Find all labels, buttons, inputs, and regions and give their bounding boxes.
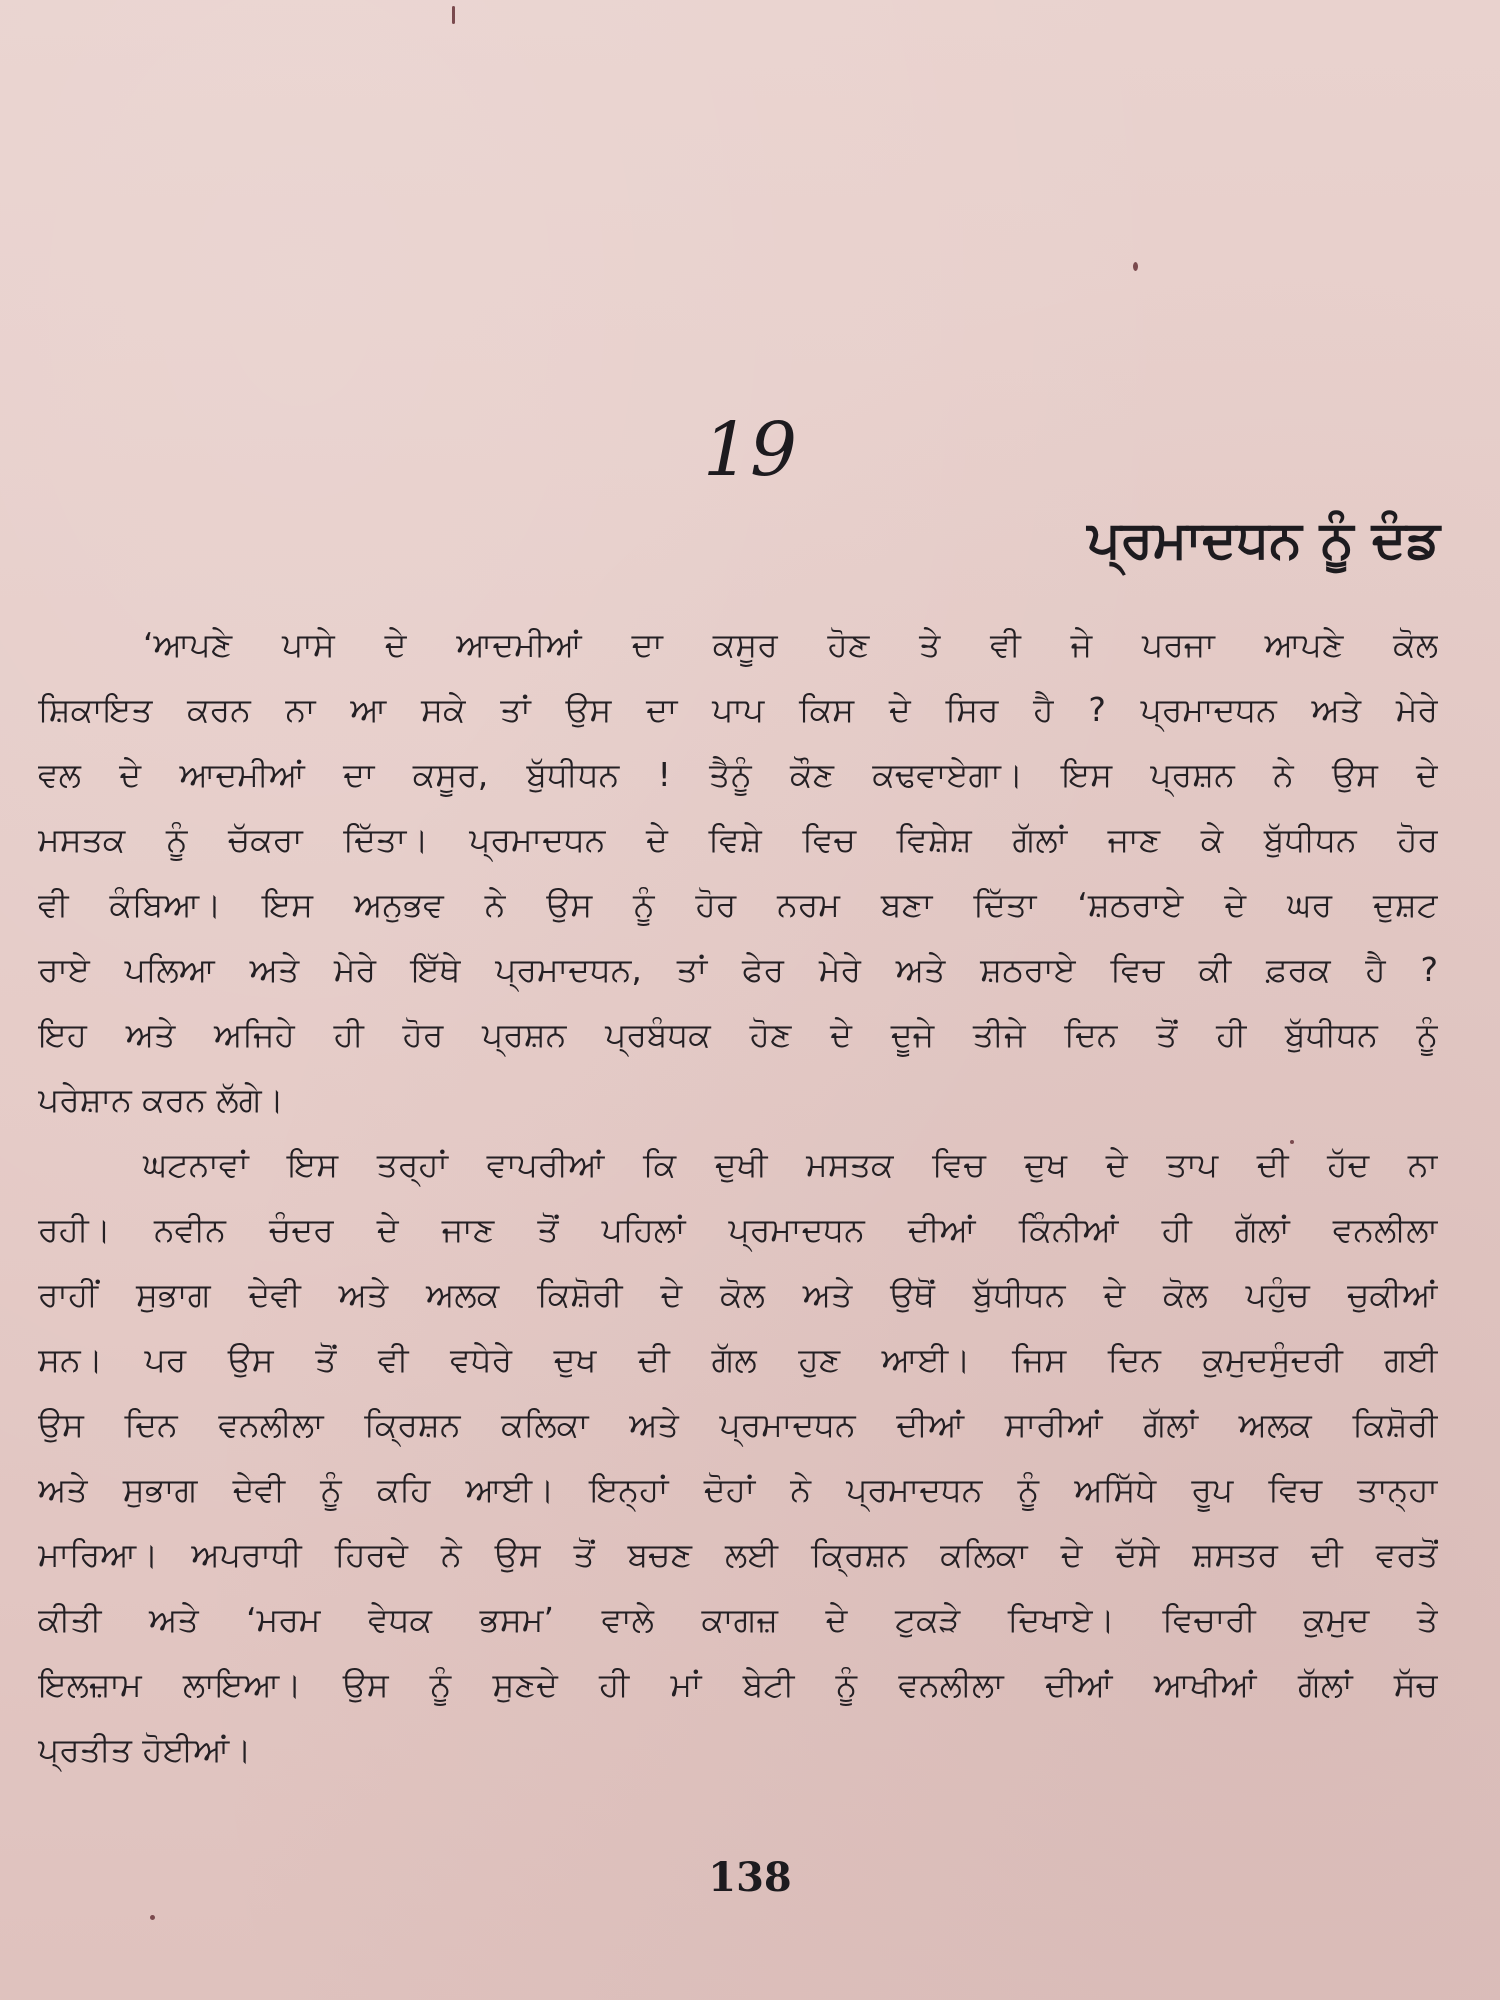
text-line: ਰਹੀ। ਨਵੀਨ ਚੰਦਰ ਦੇ ਜਾਣ ਤੋਂ ਪਹਿਲਾਂ ਪ੍ਰਮਾਦਧਨ ਦੀਆਂ ਕਿੰਨੀਆਂ ਹੀ ਗੱਲਾਂ ਵਨਲੀਲਾ	[38, 1210, 1438, 1249]
text-line: ਪ੍ਰਤੀਤ ਹੋਈਆਂ।	[38, 1730, 252, 1769]
text-line: ਪਰੇਸ਼ਾਨ ਕਰਨ ਲੱਗੇ।	[38, 1080, 284, 1119]
text-line: ਮਸਤਕ ਨੂੰ ਚੱਕਰਾ ਦਿੱਤਾ। ਪ੍ਰਮਾਦਧਨ ਦੇ ਵਿਸ਼ੇ ਵਿਚ ਵਿਸ਼ੇਸ਼ ਗੱਲਾਂ ਜਾਣ ਕੇ ਬੁੱਧੀਧਨ ਹੋਰ	[38, 820, 1438, 859]
text-line: ਅਤੇ ਸੁਭਾਗ ਦੇਵੀ ਨੂੰ ਕਹਿ ਆਈ। ਇਨ੍ਹਾਂ ਦੋਹਾਂ ਨੇ ਪ੍ਰਮਾਦਧਨ ਨੂੰ ਅਸਿੱਧੇ ਰੂਪ ਵਿਚ ਤਾਨ੍ਹਾ	[38, 1470, 1438, 1509]
ink-speck	[452, 6, 455, 24]
text-line: ਮਾਰਿਆ। ਅਪਰਾਧੀ ਹਿਰਦੇ ਨੇ ਉਸ ਤੋਂ ਬਚਣ ਲਈ ਕ੍ਰਿਸ਼ਨ ਕਲਿਕਾ ਦੇ ਦੱਸੇ ਸ਼ਸਤਰ ਦੀ ਵਰਤੋਂ	[38, 1535, 1438, 1574]
text-line: ਰਾਹੀਂ ਸੁਭਾਗ ਦੇਵੀ ਅਤੇ ਅਲਕ ਕਿਸ਼ੋਰੀ ਦੇ ਕੋਲ ਅਤੇ ਉਥੋਂ ਬੁੱਧੀਧਨ ਦੇ ਕੋਲ ਪਹੁੰਚ ਚੁਕੀਆਂ	[38, 1275, 1438, 1314]
ink-speck	[1133, 262, 1138, 271]
text-line: ਕੀਤੀ ਅਤੇ ‘ਮਰਮ ਵੇਧਕ ਭਸਮ’ ਵਾਲੇ ਕਾਗਜ਼ ਦੇ ਟੁਕੜੇ ਦਿਖਾਏ। ਵਿਚਾਰੀ ਕੁਮੁਦ ਤੇ	[38, 1600, 1438, 1639]
text-line: ਇਹ ਅਤੇ ਅਜਿਹੇ ਹੀ ਹੋਰ ਪ੍ਰਸ਼ਨ ਪ੍ਰਬੰਧਕ ਹੋਣ ਦੇ ਦੂਜੇ ਤੀਜੇ ਦਿਨ ਤੋਂ ਹੀ ਬੁੱਧੀਧਨ ਨੂੰ	[38, 1015, 1438, 1054]
text-line: ਵੀ ਕੰਬਿਆ। ਇਸ ਅਨੁਭਵ ਨੇ ਉਸ ਨੂੰ ਹੋਰ ਨਰਮ ਬਣਾ ਦਿੱਤਾ ‘ਸ਼ਠਰਾਏ ਦੇ ਘਰ ਦੁਸ਼ਟ	[38, 885, 1438, 924]
chapter-number: 19	[702, 407, 798, 493]
text-line: ‘ਆਪਣੇ ਪਾਸੇ ਦੇ ਆਦਮੀਆਂ ਦਾ ਕਸੂਰ ਹੋਣ ਤੇ ਵੀ ਜੇ ਪਰਜਾ ਆਪਣੇ ਕੋਲ	[143, 625, 1438, 664]
body-text	[38, 612, 1438, 1782]
chapter-title: ਪ੍ਰਮਾਦਧਨ ਨੂੰ ਦੰਡ	[1087, 510, 1440, 570]
text-line: ਘਟਨਾਵਾਂ ਇਸ ਤਰ੍ਹਾਂ ਵਾਪਰੀਆਂ ਕਿ ਦੁਖੀ ਮਸਤਕ ਵਿਚ ਦੁਖ ਦੇ ਤਾਪ ਦੀ ਹੱਦ ਨਾ	[143, 1145, 1438, 1184]
ink-speck	[150, 1915, 155, 1920]
text-line: ਉਸ ਦਿਨ ਵਨਲੀਲਾ ਕ੍ਰਿਸ਼ਨ ਕਲਿਕਾ ਅਤੇ ਪ੍ਰਮਾਦਧਨ ਦੀਆਂ ਸਾਰੀਆਂ ਗੱਲਾਂ ਅਲਕ ਕਿਸ਼ੋਰੀ	[38, 1405, 1438, 1444]
text-line: ਸਨ। ਪਰ ਉਸ ਤੋਂ ਵੀ ਵਧੇਰੇ ਦੁਖ ਦੀ ਗੱਲ ਹੁਣ ਆਈ। ਜਿਸ ਦਿਨ ਕੁਮੁਦਸੁੰਦਰੀ ਗਈ	[38, 1340, 1438, 1379]
text-line: ਸ਼ਿਕਾਇਤ ਕਰਨ ਨਾ ਆ ਸਕੇ ਤਾਂ ਉਸ ਦਾ ਪਾਪ ਕਿਸ ਦੇ ਸਿਰ ਹੈ ? ਪ੍ਰਮਾਦਧਨ ਅਤੇ ਮੇਰੇ	[38, 690, 1438, 729]
page-number: 138	[708, 1854, 792, 1901]
text-line: ਵਲ ਦੇ ਆਦਮੀਆਂ ਦਾ ਕਸੂਰ, ਬੁੱਧੀਧਨ ! ਤੈਨੂੰ ਕੌਣ ਕਢਵਾਏਗਾ। ਇਸ ਪ੍ਰਸ਼ਨ ਨੇ ਉਸ ਦੇ	[38, 755, 1438, 794]
text-line: ਇਲਜ਼ਾਮ ਲਾਇਆ। ਉਸ ਨੂੰ ਸੁਣਦੇ ਹੀ ਮਾਂ ਬੇਟੀ ਨੂੰ ਵਨਲੀਲਾ ਦੀਆਂ ਆਖੀਆਂ ਗੱਲਾਂ ਸੱਚ	[38, 1665, 1438, 1704]
text-line: ਰਾਏ ਪਲਿਆ ਅਤੇ ਮੇਰੇ ਇੱਥੇ ਪ੍ਰਮਾਦਧਨ, ਤਾਂ ਫੇਰ ਮੇਰੇ ਅਤੇ ਸ਼ਠਰਾਏ ਵਿਚ ਕੀ ਫ਼ਰਕ ਹੈ ?	[38, 950, 1438, 989]
